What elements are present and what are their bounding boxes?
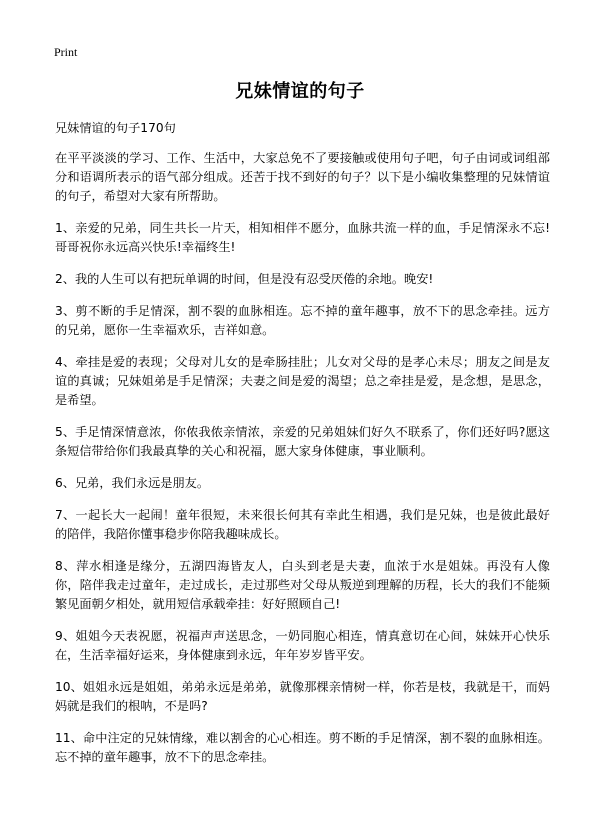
page-title: 兄妹情谊的句子: [235, 81, 365, 102]
intro-paragraph: 在平平淡淡的学习、工作、生活中，大家总免不了要接触或使用句子吧，句子由词或词组部分和语调所表示的语气部分组成。还苦于找不到好的句子？以下是小编收集整理的兄妹情谊的句子，希望对大家有所帮助。: [55, 151, 550, 203]
article-body: [55, 119, 550, 780]
sentence-item: 4、牵挂是爱的表现；父母对儿女的是牵肠挂肚；儿女对父母的是孝心未尽；朋友之间是友谊的真诚；兄妹姐弟是手足情深；夫妻之间是爱的渴望；总之牵挂是爱，是念想，是思念，是希望。: [55, 355, 550, 407]
sentence-item: 8、萍水相逢是缘分，五湖四海皆友人，白头到老是夫妻，血浓于水是姐妹。再没有人像你，陪伴我走过童年，走过成长，走过那些对父母从叛逆到理解的历程，长大的我们不能频繁见面朝夕相处，就用短信承载牵挂：好好照顾自己!: [55, 559, 550, 611]
article-subtitle: 兄妹情谊的句子170句: [55, 121, 176, 135]
sentence-item: 1、亲爱的兄弟，同生共长一片天，相知相伴不愿分，血脉共流一样的血，手足情深永不忘!哥哥祝你永远高兴快乐!幸福终生!: [55, 221, 550, 254]
sentence-item: 10、姐姐永远是姐姐，弟弟永远是弟弟，就像那棵亲情树一样，你若是枝，我就是干，而妈妈就是我们的根呐，不是吗?: [55, 680, 550, 713]
sentence-item: 11、命中注定的兄妹情缘，难以割舍的心心相连。剪不断的手足情深，割不裂的血脉相连。忘不掉的童年趣事，放不下的思念牵挂。: [55, 731, 550, 764]
sentence-item: 2、我的人生可以有把玩单调的时间，但是没有忍受厌倦的余地。晚安!: [55, 272, 434, 286]
sentence-item: 9、姐姐今天表祝愿，祝福声声送思念，一奶同胞心相连，情真意切在心间，妹妹开心快乐在，生活幸福好运来，身体健康到永远，年年岁岁皆平安。: [55, 629, 550, 662]
sentence-item: 3、剪不断的手足情深，割不裂的血脉相连。忘不掉的童年趣事，放不下的思念牵挂。远方的兄弟，愿你一生幸福欢乐，吉祥如意。: [55, 304, 550, 337]
sentence-item: 7、一起长大一起闹！童年很短，未来很长何其有幸此生相遇，我们是兄妹，也是彼此最好的陪伴，我陪你懂事稳步你陪我趣味成长。: [55, 508, 550, 541]
print-link[interactable]: Print: [54, 45, 78, 59]
sentence-item: 6、兄弟，我们永远是朋友。: [55, 476, 210, 490]
sentence-item: 5、手足情深情意浓，你侬我侬亲情浓，亲爱的兄弟姐妹们好久不联系了，你们还好吗?愿这条短信带给你们我最真挚的关心和祝福，愿大家身体健康，事业顺利。: [55, 425, 550, 458]
